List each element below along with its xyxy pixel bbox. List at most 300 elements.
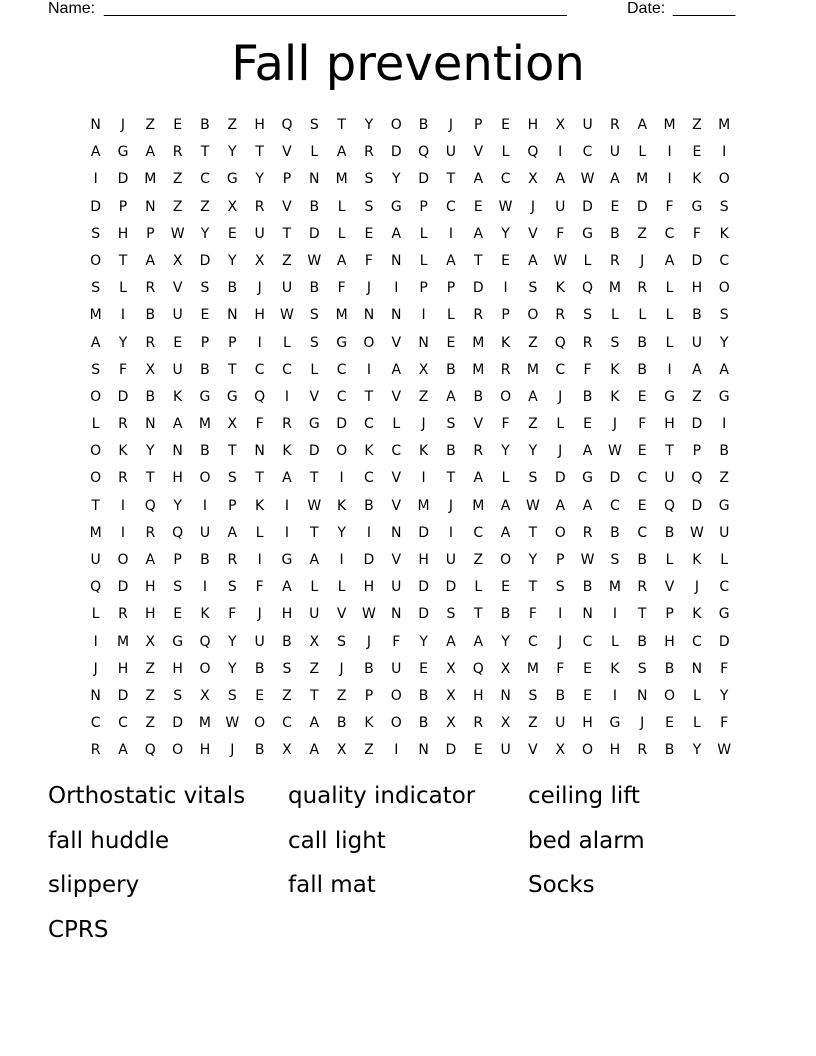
grid-letter: I [667,171,672,188]
grid-letter: D [609,470,621,487]
grid-letter: U [582,117,593,133]
grid-letter: I [284,497,290,514]
grid-letter: C [637,524,648,541]
grid-letter: L [501,470,510,487]
grid-row [82,302,738,329]
grid-letter: J [366,280,372,297]
grid-letter: H [472,687,484,704]
grid-letter: I [120,497,126,514]
grid-letter: E [637,497,647,514]
grid-letter: A [309,715,320,732]
grid-letter: O [390,117,402,133]
grid-letter: O [90,388,102,405]
grid-row [82,248,738,275]
grid-letter: W [307,497,322,514]
grid-letter: D [363,552,375,568]
grid-letter: U [719,524,730,541]
grid-letter: Q [254,388,266,405]
grid-letter: L [692,715,701,732]
grid-letter: I [667,361,672,378]
grid-letter: W [307,252,322,269]
grid-letter: Y [719,334,729,351]
grid-letter: H [582,715,593,732]
grid-letter: R [582,334,593,351]
grid-letter: S [200,280,210,297]
word-list-item: Orthostatic vitals [48,783,246,809]
grid-letter: Q [144,742,156,759]
grid-letter: B [637,361,648,378]
grid-letter: A [473,171,484,188]
grid-letter: C [282,715,292,732]
grid-letter: W [225,715,240,732]
grid-letter: F [118,361,128,378]
grid-letter: Y [228,144,237,161]
grid-letter: G [718,606,730,623]
grid-letter: A [172,416,183,433]
grid-letter: Z [145,687,156,704]
grid-letter: B [145,388,156,405]
grid-letter: Z [309,660,320,677]
grid-letter: S [173,579,183,596]
grid-letter: E [364,225,374,242]
grid-letter: V [391,388,402,405]
grid-letter: D [691,416,703,433]
grid-row [82,139,738,166]
grid-letter: M [417,497,430,514]
grid-letter: A [582,443,593,460]
grid-letter: Y [692,742,702,759]
grid-row [82,493,738,520]
grid-letter: J [93,660,98,677]
grid-letter: C [664,225,675,242]
grid-letter: X [336,742,347,759]
grid-letter: N [172,443,183,460]
grid-letter: Z [282,252,292,269]
grid-letter: A [528,252,538,269]
grid-letter: X [528,171,538,188]
grid-letter: I [120,307,126,324]
grid-letter: A [692,361,702,378]
grid-letter: Z [692,117,702,133]
grid-row [82,221,738,248]
grid-letter: I [448,524,453,541]
grid-letter: I [339,470,344,487]
grid-letter: R [500,361,511,378]
grid-letter: D [418,579,429,596]
grid-letter: N [500,687,511,704]
grid-letter: U [691,334,702,351]
grid-letter: A [282,579,292,596]
grid-letter: V [473,144,484,161]
grid-letter: S [173,687,183,704]
grid-letter: G [582,225,593,242]
grid-letter: A [528,388,538,405]
grid-letter: U [500,742,511,759]
grid-letter: A [391,225,402,242]
grid-letter: T [310,524,319,541]
grid-letter: D [554,470,566,487]
grid-letter: N [254,443,265,460]
word-list-item: call light [288,827,386,854]
grid-letter: D [582,198,593,215]
grid-letter: V [528,225,538,242]
grid-letter: K [200,606,210,623]
grid-letter: M [144,171,157,188]
grid-letter: U [281,280,293,297]
grid-letter: S [637,660,647,677]
grid-letter: F [556,225,565,242]
grid-letter: T [255,470,264,487]
grid-row [82,166,738,193]
grid-letter: U [445,144,457,161]
grid-letter: C [555,361,566,378]
grid-letter: G [582,470,593,487]
grid-letter: I [612,606,617,623]
grid-letter: E [583,416,592,433]
grid-letter: X [254,252,265,269]
grid-letter: X [446,715,456,732]
grid-letter: F [501,416,510,433]
grid-letter: S [583,307,593,324]
grid-letter: L [337,198,346,215]
grid-letter: S [309,307,319,324]
grid-letter: B [200,117,210,133]
grid-letter: P [692,443,702,460]
grid-letter: N [636,687,648,704]
grid-letter: V [172,280,183,297]
grid-letter: A [555,497,566,514]
grid-letter: H [609,742,621,759]
grid-letter: L [91,416,100,433]
grid-letter: I [284,524,290,541]
grid-letter: U [664,470,675,487]
grid-letter: X [282,742,292,759]
grid-letter: Z [336,687,347,704]
grid-letter: X [446,687,456,704]
grid-row [82,194,738,221]
grid-letter: E [419,660,429,677]
grid-letter: U [555,715,566,732]
grid-letter: W [580,552,595,568]
grid-letter: T [118,252,128,269]
grid-letter: S [91,225,101,242]
grid-letter: M [198,416,212,433]
grid-letter: R [145,524,156,541]
grid-letter: Y [528,552,538,568]
grid-letter: B [555,687,566,704]
grid-letter: G [172,633,184,650]
grid-letter: D [117,388,129,405]
grid-letter: A [473,225,484,242]
grid-letter: S [555,579,565,596]
grid-letter: V [282,198,292,215]
grid-letter: Y [173,497,182,514]
grid-letter: C [582,633,593,650]
grid-letter: B [446,361,456,378]
grid-letter: F [255,579,264,596]
grid-letter: T [91,497,100,514]
grid-letter: O [500,388,512,405]
grid-letter: W [717,742,732,759]
grid-letter: I [448,225,453,242]
grid-letter: P [556,552,565,568]
grid-letter: J [230,742,235,759]
grid-letter: Q [664,497,676,514]
grid-letter: I [722,416,727,433]
grid-letter: G [664,388,675,405]
grid-letter: W [689,524,704,541]
grid-letter: R [118,606,128,623]
grid-letter: A [719,361,729,378]
grid-letter: Q [691,470,703,487]
grid-letter: G [718,388,730,405]
grid-letter: B [418,687,429,704]
grid-letter: R [473,715,484,732]
grid-letter: K [364,443,374,460]
grid-letter: W [607,443,622,460]
grid-letter: F [364,252,373,269]
grid-letter: I [284,388,290,405]
grid-letter: U [445,552,457,568]
grid-letter: O [390,715,402,732]
grid-letter: Z [528,416,538,433]
grid-letter: X [227,416,238,433]
grid-letter: D [90,198,102,215]
grid-letter: A [446,252,456,269]
grid-letter: T [310,470,319,487]
date-label: Date: [627,0,666,17]
grid-letter: H [172,470,183,487]
grid-letter: L [556,416,565,433]
grid-letter: E [501,252,511,269]
grid-letter: M [718,117,731,133]
grid-letter: H [254,117,265,133]
grid-letter: L [283,334,291,351]
grid-letter: G [308,416,320,433]
grid-letter: U [199,524,211,541]
grid-letter: V [391,552,402,568]
grid-letter: C [473,524,484,541]
grid-letter: P [146,225,155,242]
grid-letter: W [525,497,540,514]
grid-letter: L [501,144,510,161]
grid-letter: D [117,687,129,704]
grid-letter: Z [528,715,538,732]
grid-letter: P [446,280,456,297]
grid-letter: S [91,361,101,378]
grid-letter: P [118,198,128,215]
grid-letter: T [364,388,374,405]
grid-letter: C [364,470,374,487]
grid-letter: C [391,443,402,460]
grid-letter: R [254,198,265,215]
grid-letter: Y [364,117,374,133]
page-title: Fall prevention [231,36,585,92]
grid-letter: Y [501,225,510,242]
grid-letter: L [692,687,701,704]
grid-letter: R [610,252,620,269]
grid-letter: D [308,443,320,460]
grid-letter: D [445,579,457,596]
grid-letter: I [558,606,563,623]
grid-letter: E [501,579,511,596]
grid-letter: U [254,633,265,650]
grid-letter: B [610,524,620,541]
grid-letter: Z [200,198,210,215]
grid-letter: I [93,171,98,188]
grid-letter: Z [692,388,702,405]
grid-letter: P [501,307,510,324]
grid-letter: K [337,497,347,514]
grid-letter: B [309,280,320,297]
grid-letter: P [200,334,210,351]
grid-letter: P [282,171,292,188]
grid-letter: B [145,307,156,324]
grid-letter: A [309,552,320,568]
grid-letter: O [199,660,211,677]
grid-letter: E [610,198,620,215]
grid-letter: X [145,361,156,378]
grid-letter: E [473,742,483,759]
grid-letter: E [583,687,592,704]
grid-letter: R [637,579,648,596]
grid-letter: D [117,171,129,188]
grid-letter: N [145,416,156,433]
grid-letter: L [310,579,319,596]
grid-letter: U [555,198,566,215]
grid-letter: B [336,715,347,732]
grid-letter: O [527,307,539,324]
grid-letter: D [636,198,648,215]
grid-letter: D [418,524,429,541]
grid-letter: I [366,524,372,541]
grid-letter: N [90,687,101,704]
grid-letter: H [281,606,293,623]
word-search-grid [82,112,738,765]
date-blank-line: _______ [673,0,736,17]
grid-letter: D [336,416,347,433]
grid-letter: I [93,633,98,650]
grid-letter: I [366,361,372,378]
grid-letter: M [198,715,212,732]
grid-letter: T [473,252,483,269]
grid-letter: A [336,144,347,161]
grid-letter: B [309,198,320,215]
grid-letter: L [610,633,619,650]
grid-letter: L [310,361,319,378]
grid-letter: Z [172,171,183,188]
grid-letter: R [282,416,292,433]
grid-letter: V [282,144,292,161]
grid-letter: X [227,198,238,215]
grid-letter: K [555,280,565,297]
grid-letter: L [638,307,647,324]
grid-letter: D [418,606,429,623]
grid-letter: O [664,687,676,704]
name-blank-line: ____________________________________________________ [104,0,567,17]
grid-letter: O [90,252,102,269]
grid-letter: Q [554,334,566,351]
grid-letter: A [227,524,238,541]
grid-letter: E [637,388,647,405]
grid-letter: P [228,334,237,351]
grid-letter: Q [472,660,484,677]
grid-letter: Q [172,524,184,541]
grid-letter: U [309,606,320,623]
grid-letter: J [120,117,126,133]
grid-letter: H [527,117,539,133]
grid-letter: F [720,715,729,732]
grid-letter: T [637,606,647,623]
grid-letter: A [664,252,675,269]
grid-letter: O [718,171,730,188]
grid-letter: N [391,524,402,541]
grid-letter: L [419,252,428,269]
grid-letter: Q [527,144,539,161]
grid-letter: S [528,687,538,704]
grid-letter: C [282,361,292,378]
word-list-item: slippery [48,872,140,898]
grid-letter: Y [501,633,510,650]
grid-letter: L [665,307,674,324]
grid-letter: E [473,198,483,215]
grid-letter: Y [719,687,729,704]
grid-letter: R [90,742,101,759]
grid-letter: J [612,416,617,433]
grid-letter: R [637,280,648,297]
grid-letter: T [528,524,538,541]
grid-letter: C [336,388,347,405]
grid-letter: K [610,660,620,677]
grid-letter: Z [145,715,156,732]
grid-letter: M [472,361,485,378]
grid-letter: T [473,606,483,623]
grid-letter: B [200,552,210,568]
grid-letter: L [665,334,674,351]
grid-letter: T [282,225,292,242]
grid-letter: S [91,280,101,297]
grid-letter: R [364,144,374,161]
grid-letter: J [421,416,426,433]
grid-letter: Z [637,225,648,242]
grid-letter: W [580,171,595,188]
grid-letter: C [90,715,101,732]
grid-letter: C [637,470,648,487]
grid-letter: X [418,361,429,378]
grid-letter: F [720,660,729,677]
grid-letter: L [337,225,346,242]
grid-letter: H [145,606,156,623]
grid-letter: X [309,633,320,650]
grid-letter: B [664,524,675,541]
grid-letter: C [364,416,374,433]
grid-letter: S [719,198,729,215]
grid-letter: K [255,497,265,514]
grid-letter: B [664,660,675,677]
grid-row [82,465,738,492]
grid-row [82,629,738,656]
grid-letter: T [146,470,155,487]
grid-letter: W [170,225,185,242]
grid-letter: J [257,280,262,297]
grid-letter: A [610,171,620,188]
grid-letter: O [718,280,730,297]
grid-letter: Q [199,633,211,650]
grid-letter: E [692,144,702,161]
grid-letter: N [582,606,593,623]
grid-letter: Q [90,579,102,596]
grid-row [82,438,738,465]
